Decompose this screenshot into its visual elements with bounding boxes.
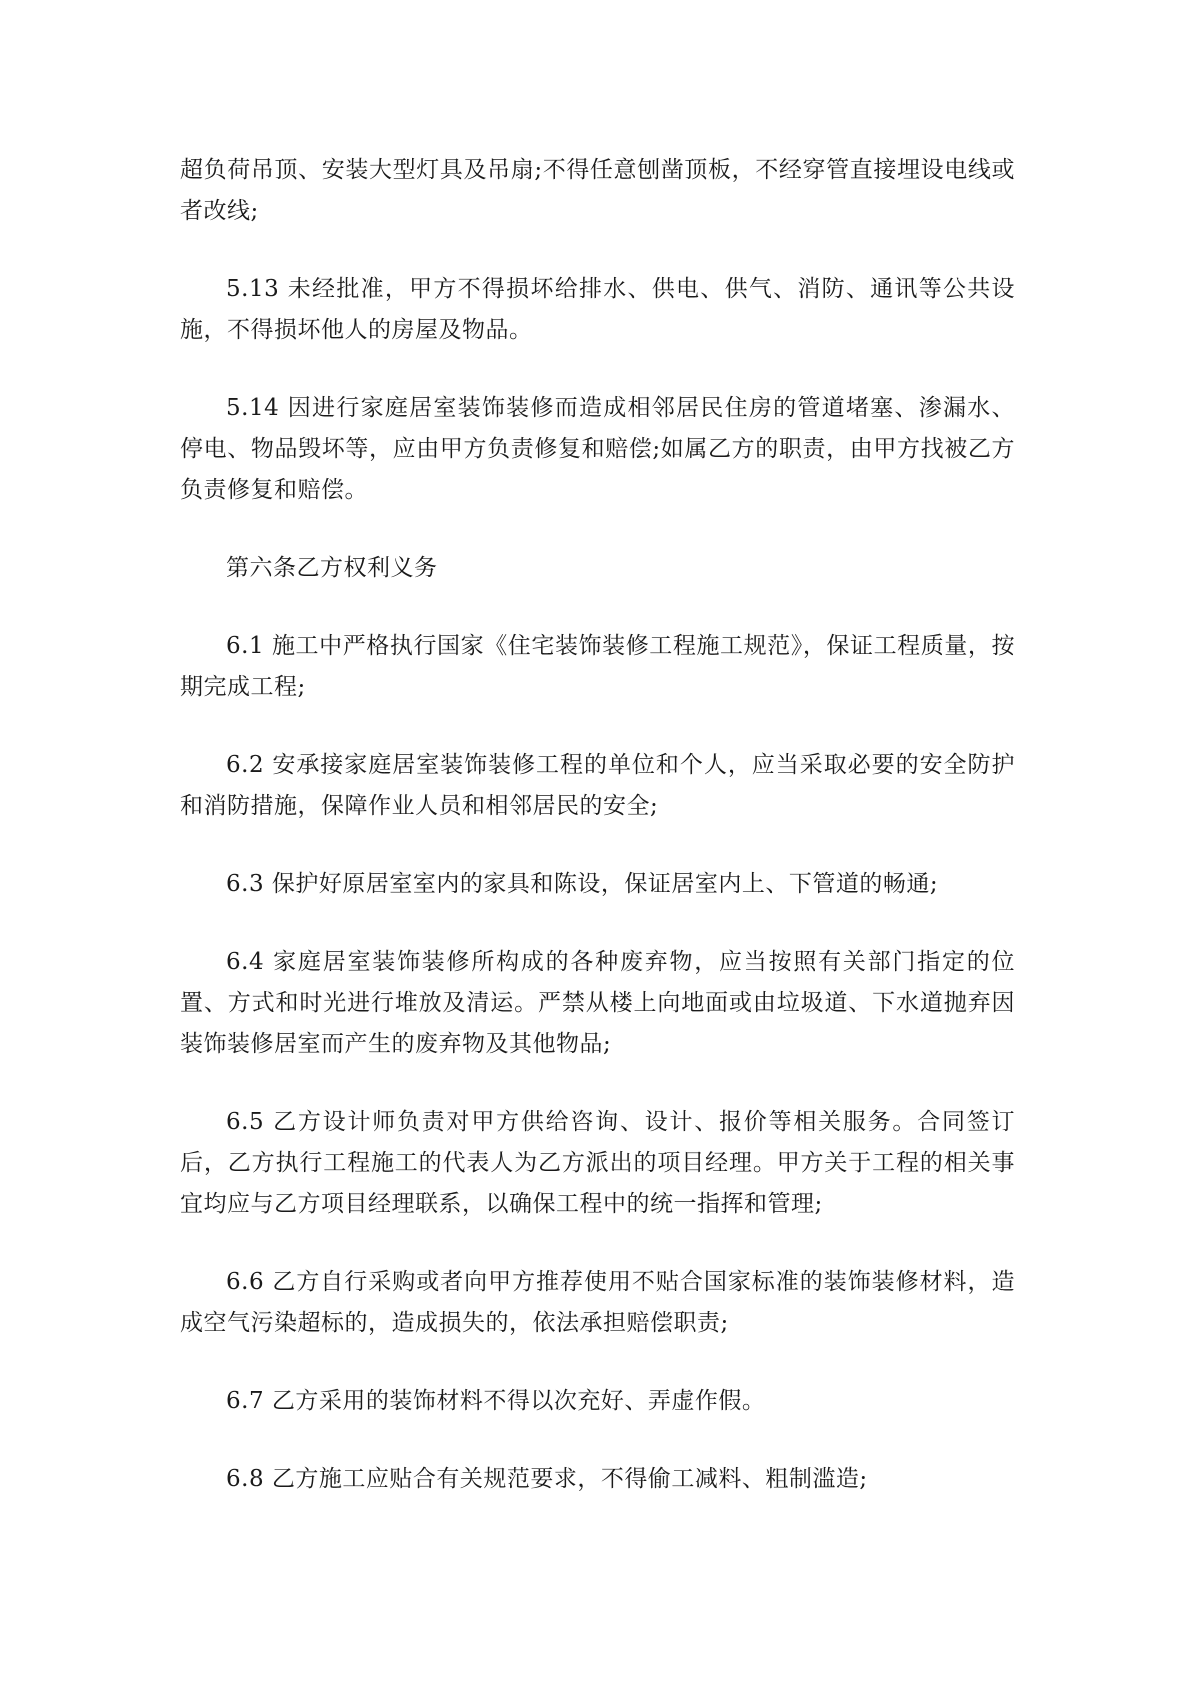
paragraph-6-2: 6.2 安承接家庭居室装饰装修工程的单位和个人，应当采取必要的安全防护和消防措施，保障作业人员和相邻居民的安全;: [180, 752, 1015, 819]
paragraph-6-7: 6.7 乙方采用的装饰材料不得以次充好、弄虚作假。: [226, 1388, 766, 1414]
paragraph-6-4: 6.4 家庭居室装饰装修所构成的各种废弃物，应当按照有关部门指定的位置、方式和时光进行堆放及清运。严禁从楼上向地面或由垃圾道、下水道抛弃因装饰装修居室而产生的废弃物及其他物品;: [180, 949, 1015, 1057]
paragraph-6-1: 6.1 施工中严格执行国家《住宅装饰装修工程施工规范》，保证工程质量，按期完成工程;: [180, 633, 1015, 700]
paragraph-5-14: 5.14 因进行家庭居室装饰装修而造成相邻居民住房的管道堵塞、渗漏水、停电、物品毁坏等，应由甲方负责修复和赔偿;如属乙方的职责，由甲方找被乙方负责修复和赔偿。: [180, 395, 1015, 503]
document-body: [180, 150, 1015, 1537]
paragraph-6-5: 6.5 乙方设计师负责对甲方供给咨询、设计、报价等相关服务。合同签订后，乙方执行工程施工的代表人为乙方派出的项目经理。甲方关于工程的相关事宜均应与乙方项目经理联系，以确保工程中的统一指挥和管理;: [180, 1109, 1015, 1217]
article-6-heading: 第六条乙方权利义务: [226, 555, 438, 581]
paragraph-continued: 超负荷吊顶、安装大型灯具及吊扇;不得任意刨凿顶板，不经穿管直接埋设电线或者改线;: [180, 157, 1015, 224]
paragraph-6-3: 6.3 保护好原居室室内的家具和陈设，保证居室内上、下管道的畅通;: [226, 871, 939, 897]
paragraph-6-6: 6.6 乙方自行采购或者向甲方推荐使用不贴合国家标准的装饰装修材料，造成空气污染超标的，造成损失的，依法承担赔偿职责;: [180, 1269, 1015, 1336]
paragraph-6-8: 6.8 乙方施工应贴合有关规范要求，不得偷工减料、粗制滥造;: [226, 1466, 868, 1492]
paragraph-5-13: 5.13 未经批准，甲方不得损坏给排水、供电、供气、消防、通讯等公共设施，不得损坏他人的房屋及物品。: [180, 276, 1015, 343]
